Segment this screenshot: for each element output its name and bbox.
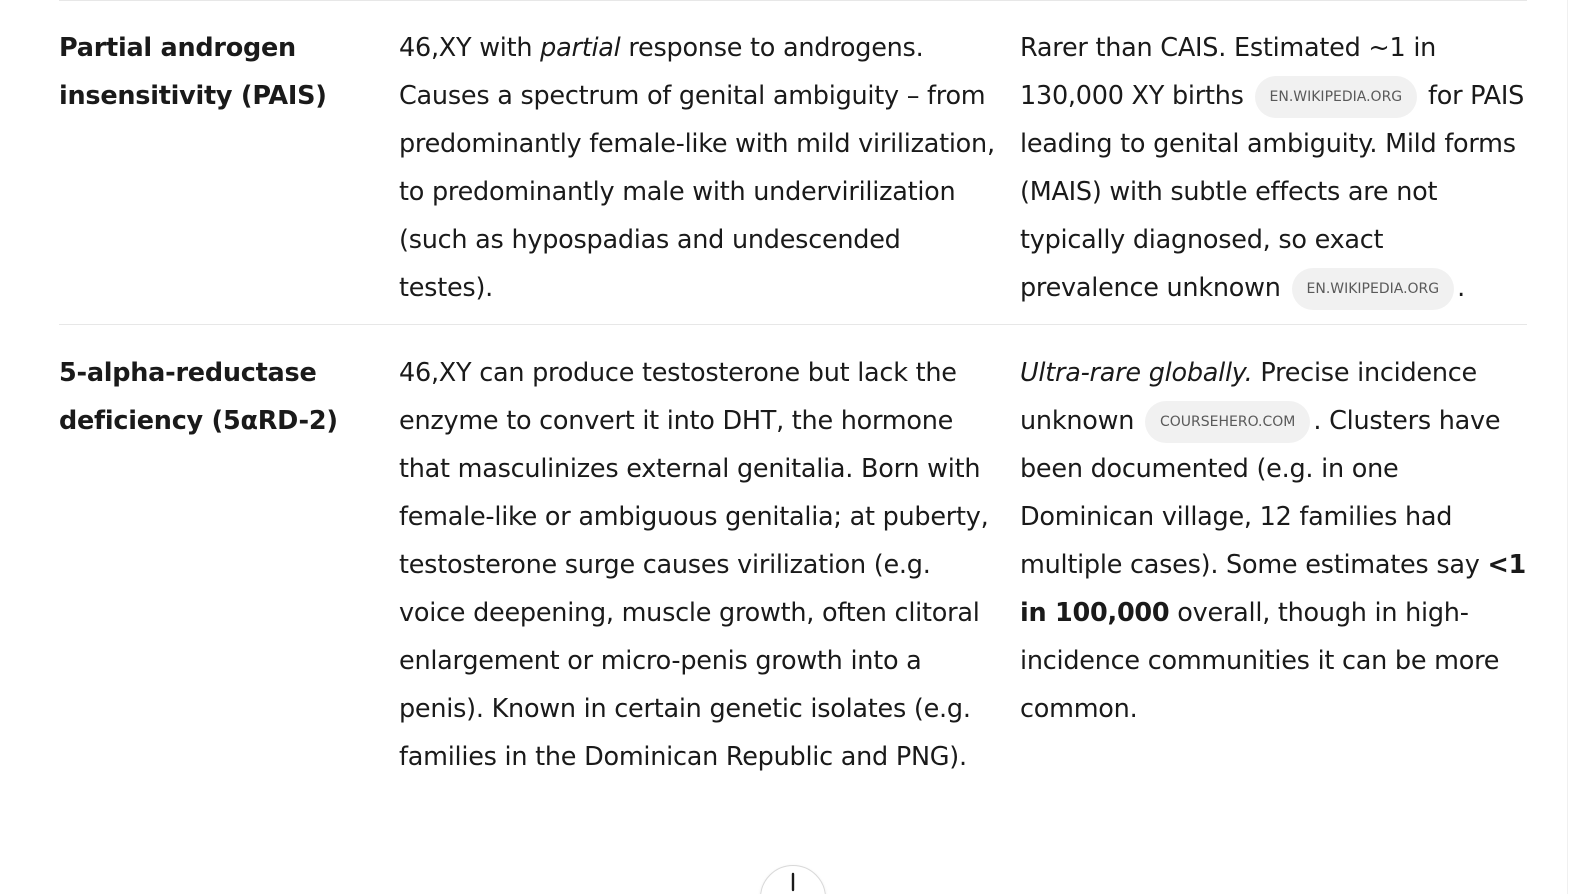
prevalence-text: . Clusters have been documented (e.g. in one Dominican village, 12 families had multiple cases). Some estimates say <box>1020 406 1501 580</box>
condition-prevalence <box>1020 24 1527 312</box>
source-citation-link[interactable]: COURSEHERO.COM <box>1145 401 1310 443</box>
scroll-to-bottom-button[interactable] <box>760 865 826 894</box>
page-scrollbar[interactable] <box>1567 0 1594 894</box>
prevalence-text: overall, though in high-incidence communities it can be more common. <box>1020 598 1500 724</box>
description-text: 46,XY with <box>399 33 541 63</box>
table-row <box>59 0 1527 324</box>
condition-description <box>399 24 1020 312</box>
prevalence-emphasis: Ultra-rare globally. <box>1020 358 1253 388</box>
prevalence-text: for PAIS leading to genital ambiguity. Mild forms (MAIS) with subtle effects are not typically diagnosed, so exact prevalence unknown <box>1020 81 1525 303</box>
description-emphasis: partial <box>540 33 621 63</box>
description-text: response to androgens. Causes a spectrum of genital ambiguity – from predominantly female-like with mild virilization, to predominantly male with undervirilization (such as hypospadias and undescended testes). <box>399 33 995 303</box>
comparison-table <box>59 0 1527 781</box>
prevalence-text: Precise incidence unknown <box>1020 358 1477 436</box>
condition-prevalence <box>1020 349 1527 781</box>
prevalence-text: . <box>1457 273 1465 303</box>
condition-name: 5-alpha-reductase deficiency (5αRD-2) <box>59 358 338 436</box>
prevalence-strong: <1 in 100,000 <box>1020 550 1527 628</box>
source-citation-link[interactable]: EN.WIKIPEDIA.ORG <box>1292 268 1455 310</box>
source-citation-link[interactable]: EN.WIKIPEDIA.ORG <box>1255 76 1418 118</box>
table-row <box>59 324 1527 781</box>
condition-name: Partial androgen insensitivity (PAIS) <box>59 33 327 111</box>
condition-description: 46,XY can produce testosterone but lack the enzyme to convert it into DHT, the hormone that masculinizes external genitalia. Born with female-like or ambiguous genitalia; at puberty, testosterone surge causes virilization (e.g. voice deepening, muscle growth, often clitoral enlargement or micro-penis growth into a penis). Known in certain genetic isolates (e.g. families in the Dominican Republic and PNG). <box>399 358 989 772</box>
prevalence-text: Rarer than CAIS. Estimated ~1 in 130,000 XY births <box>1020 33 1437 111</box>
arrow-down-icon <box>782 872 804 894</box>
